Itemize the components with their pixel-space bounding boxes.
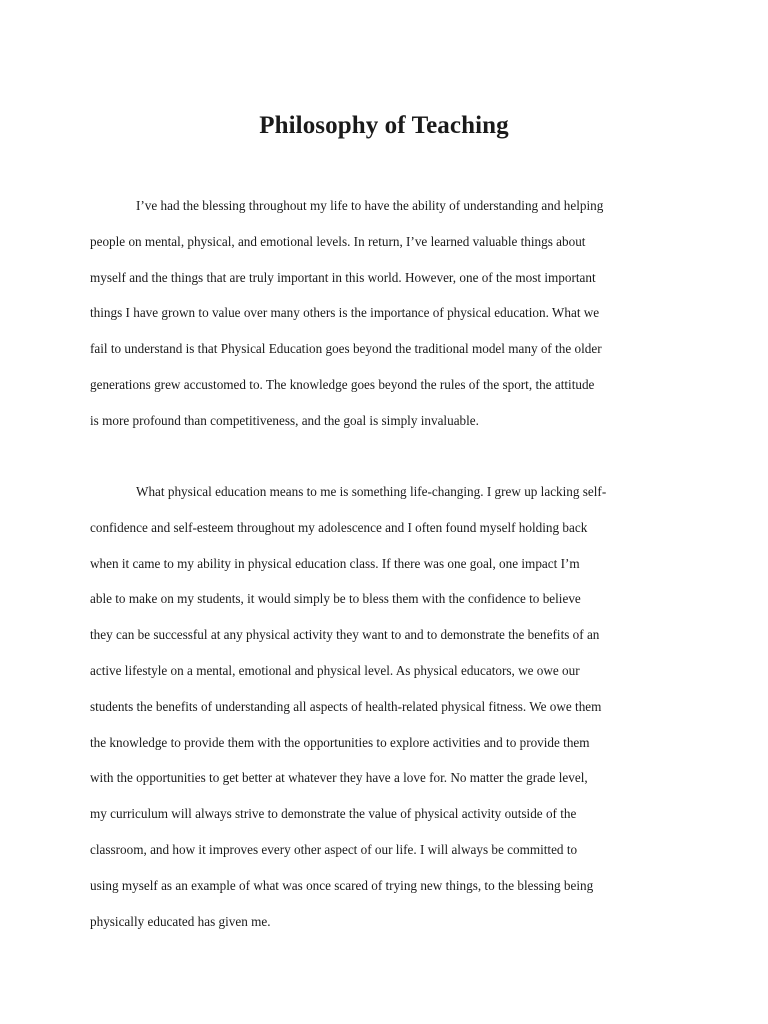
paragraph-2 — [90, 474, 606, 939]
paragraph-line: when it came to my ability in physical education class. If there was one goal, one impact I’m — [90, 555, 580, 571]
paragraph-line: confidence and self-esteem throughout my adolescence and I often found myself holding back — [90, 519, 588, 535]
paragraph-line: is more profound than competitiveness, and the goal is simply invaluable. — [90, 412, 479, 428]
paragraph-line: active lifestyle on a mental, emotional and physical level. As physical educators, we owe our — [90, 662, 580, 678]
paragraph-line: things I have grown to value over many others is the importance of physical education. What we — [90, 305, 600, 321]
paragraph-line: fail to understand is that Physical Education goes beyond the traditional model many of the older — [90, 341, 602, 357]
page-title: Philosophy of Teaching — [259, 111, 509, 139]
paragraph-line: the knowledge to provide them with the opportunities to explore activities and to provide them — [90, 734, 590, 750]
paragraph-line: they can be successful at any physical activity they want to and to demonstrate the benefits of an — [90, 627, 600, 643]
paragraph-line: people on mental, physical, and emotional levels. In return, I’ve learned valuable things about — [90, 233, 586, 249]
paragraph-line: able to make on my students, it would simply be to bless them with the confidence to believe — [90, 591, 581, 607]
paragraph-line: physically educated has given me. — [90, 913, 271, 929]
paragraph-line: generations grew accustomed to. The knowledge goes beyond the rules of the sport, the attitude — [90, 376, 595, 392]
paragraph-line: myself and the things that are truly important in this world. However, one of the most important — [90, 269, 596, 285]
paragraph-line: I’ve had the blessing throughout my life to have the ability of understanding and helping — [136, 198, 604, 213]
paragraph-line: my curriculum will always strive to demonstrate the value of physical activity outside of the — [90, 806, 577, 822]
paragraph-line: with the opportunities to get better at whatever they have a love for. No matter the grade level, — [90, 770, 588, 786]
paragraph-line: What physical education means to me is something life-changing. I grew up lacking self- — [136, 484, 607, 499]
paragraph-1 — [90, 188, 603, 439]
paragraph-line: classroom, and how it improves every other aspect of our life. I will always be committed to — [90, 841, 578, 857]
paragraph-line: students the benefits of understanding all aspects of health-related physical fitness. We owe them — [90, 698, 602, 714]
paragraph-line: using myself as an example of what was once scared of trying new things, to the blessing being — [90, 877, 594, 893]
